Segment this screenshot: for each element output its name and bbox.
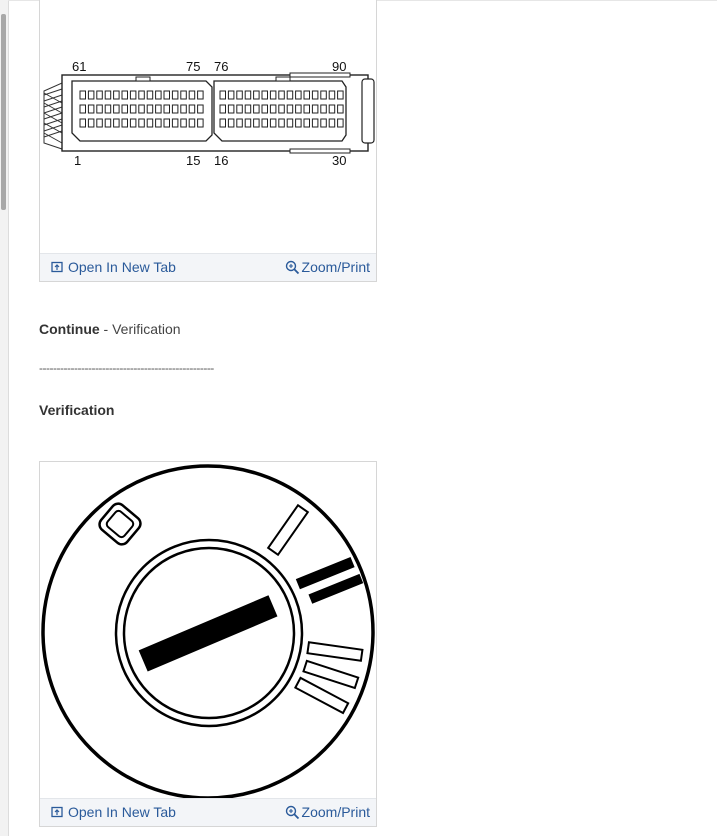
connector-pin bbox=[189, 105, 195, 113]
wire-harness bbox=[44, 83, 62, 149]
connector-pin bbox=[329, 119, 335, 127]
connector-pin bbox=[287, 91, 293, 99]
connector-pin bbox=[172, 105, 178, 113]
connector-pin bbox=[181, 119, 187, 127]
connector-pin bbox=[114, 105, 120, 113]
connector-pin bbox=[122, 91, 128, 99]
pin-label-75: 75 bbox=[186, 59, 201, 74]
connector-pin bbox=[139, 91, 145, 99]
connector-pin bbox=[105, 91, 111, 99]
ignition-switch-diagram bbox=[40, 462, 376, 800]
connector-pin bbox=[329, 105, 335, 113]
connector-pin bbox=[156, 91, 162, 99]
open-in-new-tab-label: Open In New Tab bbox=[68, 804, 176, 820]
connector-pin bbox=[114, 119, 120, 127]
connector-pin bbox=[312, 105, 318, 113]
connector-pin bbox=[114, 91, 120, 99]
connector-pin bbox=[198, 105, 204, 113]
connector-pin bbox=[279, 105, 285, 113]
connector-pin bbox=[164, 91, 170, 99]
connector-pin bbox=[172, 119, 178, 127]
connector-pin bbox=[105, 105, 111, 113]
connector-pin bbox=[237, 91, 243, 99]
connector-pin bbox=[338, 91, 344, 99]
connector-pin bbox=[88, 91, 94, 99]
ignition-switch-figure bbox=[39, 461, 377, 827]
connector-pin bbox=[245, 119, 251, 127]
connector-pin bbox=[304, 105, 310, 113]
connector-pin bbox=[296, 91, 302, 99]
connector-pin bbox=[321, 91, 327, 99]
connector-pin bbox=[220, 91, 226, 99]
connector-pin bbox=[147, 105, 153, 113]
pin-label-61: 61 bbox=[72, 59, 87, 74]
connector-pin bbox=[270, 119, 276, 127]
connector-pin bbox=[198, 119, 204, 127]
connector-pin bbox=[296, 119, 302, 127]
connector-pin bbox=[312, 91, 318, 99]
connector-pin bbox=[164, 119, 170, 127]
zoom-print-link[interactable] bbox=[285, 259, 370, 275]
connector-pins-right bbox=[220, 91, 343, 127]
continue-line bbox=[39, 321, 181, 337]
connector-pin bbox=[228, 91, 234, 99]
connector-pin bbox=[189, 91, 195, 99]
connector-pins-left bbox=[80, 91, 203, 127]
connector-pin bbox=[147, 91, 153, 99]
connector-pin bbox=[156, 105, 162, 113]
connector-pin bbox=[130, 91, 136, 99]
connector-pin bbox=[338, 105, 344, 113]
pin-label-90: 90 bbox=[332, 59, 347, 74]
connector-pin bbox=[262, 119, 268, 127]
connector-pin bbox=[97, 119, 103, 127]
connector-pin bbox=[181, 105, 187, 113]
open-new-tab-icon bbox=[51, 806, 63, 818]
continue-label: Continue bbox=[39, 321, 100, 337]
connector-pin bbox=[122, 119, 128, 127]
zoom-icon bbox=[285, 260, 300, 275]
connector-pin bbox=[279, 91, 285, 99]
zoom-print-label: Zoom/Print bbox=[301, 804, 370, 820]
connector-pin bbox=[189, 119, 195, 127]
continue-separator: - bbox=[99, 321, 113, 337]
connector-pin bbox=[279, 119, 285, 127]
connector-pin bbox=[220, 105, 226, 113]
connector-figure bbox=[39, 0, 377, 282]
connector-pin bbox=[198, 91, 204, 99]
connector-pin bbox=[228, 105, 234, 113]
zoom-print-link[interactable] bbox=[285, 804, 370, 820]
connector-pin bbox=[181, 91, 187, 99]
connector-pin bbox=[304, 119, 310, 127]
connector-pin bbox=[156, 119, 162, 127]
connector-pin bbox=[80, 119, 86, 127]
pin-label-30: 30 bbox=[332, 153, 347, 168]
connector-pin bbox=[321, 119, 327, 127]
connector-pin bbox=[164, 105, 170, 113]
connector-pin bbox=[237, 105, 243, 113]
connector-pin bbox=[254, 91, 260, 99]
scrollbar-thumb[interactable] bbox=[1, 14, 6, 210]
connector-pin bbox=[262, 105, 268, 113]
connector-pin bbox=[245, 105, 251, 113]
connector-pin bbox=[270, 105, 276, 113]
connector-pin bbox=[80, 105, 86, 113]
connector-pin bbox=[97, 91, 103, 99]
pin-label-76: 76 bbox=[214, 59, 229, 74]
connector-pin bbox=[329, 91, 335, 99]
open-in-new-tab-label: Open In New Tab bbox=[68, 259, 176, 275]
connector-pin bbox=[245, 91, 251, 99]
connector-pin bbox=[97, 105, 103, 113]
continue-target[interactable]: Verification bbox=[112, 321, 181, 337]
connector-pin bbox=[237, 119, 243, 127]
connector-pin bbox=[220, 119, 226, 127]
connector-pin bbox=[172, 91, 178, 99]
connector-pin bbox=[228, 119, 234, 127]
dashed-divider: -------------------------------------------------- bbox=[39, 361, 214, 375]
pin-label-15: 15 bbox=[186, 153, 201, 168]
connector-pin bbox=[270, 91, 276, 99]
open-in-new-tab-link[interactable] bbox=[51, 259, 176, 275]
connector-pin bbox=[254, 105, 260, 113]
zoom-icon bbox=[285, 805, 300, 820]
pin-label-1: 1 bbox=[74, 153, 82, 168]
connector-pin bbox=[147, 119, 153, 127]
connector-pin bbox=[80, 91, 86, 99]
connector-pin bbox=[139, 119, 145, 127]
pin-label-16: 16 bbox=[214, 153, 229, 168]
section-heading: Verification bbox=[39, 402, 115, 418]
connector-pin bbox=[338, 119, 344, 127]
connector-pin bbox=[321, 105, 327, 113]
connector-pin bbox=[287, 119, 293, 127]
connector-pin bbox=[122, 105, 128, 113]
connector-pin bbox=[304, 91, 310, 99]
connector-pin bbox=[296, 105, 302, 113]
connector-pin bbox=[139, 105, 145, 113]
connector-pin bbox=[88, 119, 94, 127]
scrollbar-track[interactable] bbox=[0, 0, 9, 836]
connector-pin bbox=[287, 105, 293, 113]
zoom-print-label: Zoom/Print bbox=[301, 259, 370, 275]
figure-toolbar bbox=[40, 253, 376, 281]
connector-pin bbox=[88, 105, 94, 113]
figure-toolbar bbox=[40, 798, 376, 826]
connector-pin bbox=[254, 119, 260, 127]
open-new-tab-icon bbox=[51, 261, 63, 273]
connector-pin bbox=[130, 119, 136, 127]
connector-pin bbox=[130, 105, 136, 113]
connector-diagram bbox=[40, 0, 376, 249]
connector-pin bbox=[105, 119, 111, 127]
open-in-new-tab-link[interactable] bbox=[51, 804, 176, 820]
connector-pin bbox=[262, 91, 268, 99]
connector-pin bbox=[312, 119, 318, 127]
